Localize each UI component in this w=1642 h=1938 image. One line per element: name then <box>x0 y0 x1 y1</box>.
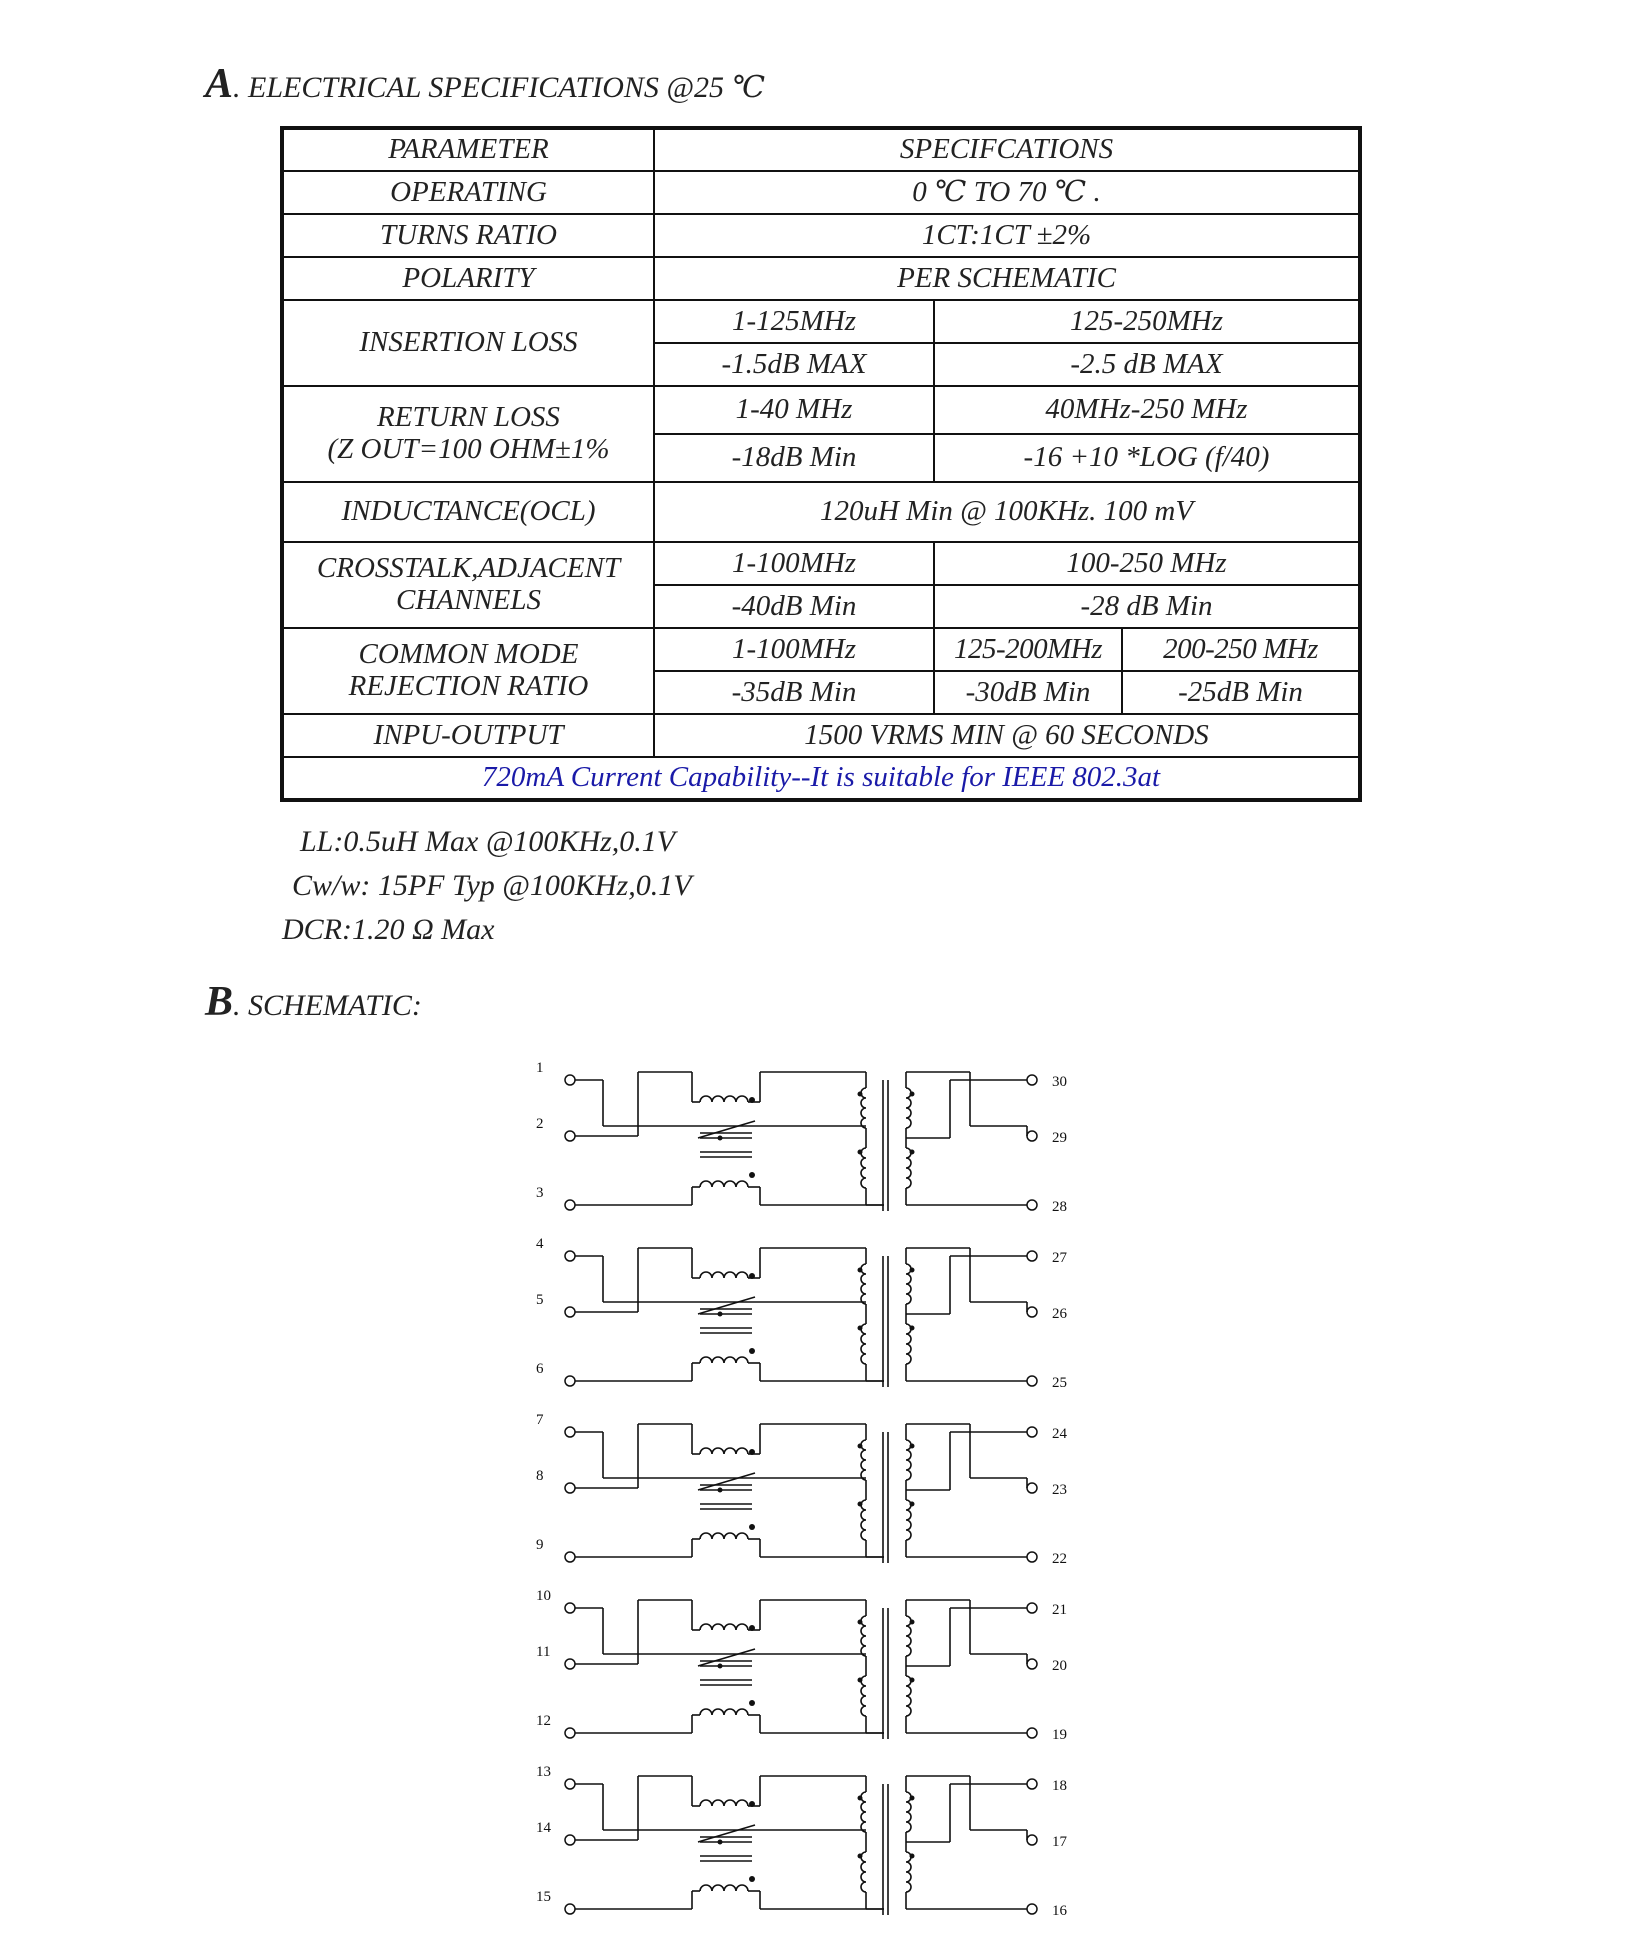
section-a-title: . ELECTRICAL SPECIFICATIONS @25 ℃ <box>233 71 766 104</box>
pin-label: 27 <box>1052 1250 1067 1266</box>
cmrr-label <box>282 628 654 714</box>
pin-terminal <box>565 1779 575 1789</box>
insertion-loss-freq-2: 125-250MHz <box>934 300 1360 343</box>
choke-core <box>698 1297 755 1314</box>
pin-terminal <box>1027 1603 1037 1613</box>
turns-ratio-value: 1CT:1CT ±2% <box>654 214 1360 257</box>
section-b-letter: B <box>205 979 234 1025</box>
pin-terminal <box>1027 1427 1037 1437</box>
crosstalk-label-line-2: CHANNELS <box>395 584 542 616</box>
inductance-label: INDUCTANCE(OCL) <box>282 482 654 542</box>
polarity-dot <box>718 1312 723 1317</box>
polarity-dot <box>718 1840 723 1845</box>
pin-label: 19 <box>1052 1727 1067 1743</box>
transformer-channel <box>536 1060 1067 1215</box>
polarity-dot <box>858 1796 863 1801</box>
winding-coil <box>700 1800 748 1806</box>
winding-coil <box>861 1324 866 1364</box>
pin-terminal <box>1027 1904 1037 1914</box>
polarity-dot <box>910 1150 915 1155</box>
polarity-dot <box>858 1678 863 1683</box>
polarity-dot <box>858 1854 863 1859</box>
winding-coil <box>700 1448 748 1454</box>
winding-coil <box>906 1852 911 1892</box>
turns-ratio-label: TURNS RATIO <box>282 214 654 257</box>
choke-core <box>698 1649 755 1666</box>
table-row <box>282 171 1360 214</box>
insertion-loss-value-1: -1.5dB MAX <box>654 343 934 386</box>
return-loss-freq-2: 40MHz-250 MHz <box>934 386 1360 434</box>
transformer-channel <box>536 1412 1068 1567</box>
winding-coil <box>700 1709 748 1715</box>
polarity-dot <box>749 1700 755 1706</box>
polarity-dot <box>718 1488 723 1493</box>
polarity-dot <box>910 1092 915 1097</box>
polarity-dot <box>749 1172 755 1178</box>
pin-terminal <box>565 1483 575 1493</box>
pin-label: 13 <box>536 1764 551 1780</box>
pin-label: 20 <box>1052 1658 1067 1674</box>
pin-terminal <box>565 1376 575 1386</box>
pin-label: 15 <box>536 1889 551 1905</box>
return-loss-label-line-2: (Z OUT=100 OHM±1% <box>327 433 610 465</box>
pin-terminal <box>565 1659 575 1669</box>
winding-coil <box>700 1885 748 1891</box>
pin-terminal <box>1027 1075 1037 1085</box>
section-a-heading <box>205 60 765 108</box>
leakage-inductance: LL:0.5uH Max @100KHz,0.1V <box>300 825 676 858</box>
crosstalk-value-1: -40dB Min <box>654 585 934 628</box>
cmrr-label-line-1: COMMON MODE <box>358 638 579 671</box>
polarity-dot <box>858 1150 863 1155</box>
pin-label: 12 <box>536 1713 551 1729</box>
winding-coil <box>906 1324 911 1364</box>
pin-label: 21 <box>1052 1602 1067 1618</box>
pin-terminal <box>1027 1200 1037 1210</box>
return-loss-label <box>282 386 654 482</box>
polarity-dot <box>749 1876 755 1882</box>
table-row <box>282 386 1360 434</box>
inductance-value: 120uH Min @ 100KHz. 100 mV <box>654 482 1360 542</box>
pin-terminal <box>1027 1307 1037 1317</box>
pin-terminal <box>1027 1552 1037 1562</box>
polarity-dot <box>910 1854 915 1859</box>
pin-label: 28 <box>1052 1199 1067 1215</box>
pin-terminal <box>565 1307 575 1317</box>
crosstalk-label <box>282 542 654 628</box>
polarity-dot <box>858 1620 863 1625</box>
schematic-diagram <box>520 1040 1080 1920</box>
transformer-channel <box>536 1236 1068 1391</box>
polarity-label: POLARITY <box>282 257 654 300</box>
insertion-loss-value-2: -2.5 dB MAX <box>934 343 1360 386</box>
operating-value: 0 ℃ TO 70 ℃ . <box>654 171 1360 214</box>
pin-terminal <box>565 1200 575 1210</box>
pin-terminal <box>1027 1251 1037 1261</box>
pin-terminal <box>565 1728 575 1738</box>
pin-terminal <box>1027 1483 1037 1493</box>
current-capability-note: 720mA Current Capability--It is suitable for IEEE 802.3at <box>282 757 1360 800</box>
cmrr-value-3: -25dB Min <box>1122 671 1360 714</box>
section-b-heading <box>205 978 422 1026</box>
pin-label: 16 <box>1052 1903 1067 1919</box>
table-row <box>282 257 1360 300</box>
section-b-title: . SCHEMATIC: <box>233 989 422 1022</box>
pin-label: 3 <box>536 1185 544 1201</box>
insertion-loss-freq-1: 1-125MHz <box>654 300 934 343</box>
polarity-dot <box>858 1326 863 1331</box>
pin-terminal <box>1027 1376 1037 1386</box>
pin-label: 8 <box>536 1468 544 1484</box>
pin-label: 30 <box>1052 1074 1067 1090</box>
cmrr-freq-3: 200-250 MHz <box>1122 628 1360 671</box>
extra-specs <box>282 820 692 952</box>
pin-label: 18 <box>1052 1778 1067 1794</box>
pin-terminal <box>565 1603 575 1613</box>
crosstalk-value-2: -28 dB Min <box>934 585 1360 628</box>
polarity-dot <box>749 1348 755 1354</box>
pin-terminal <box>565 1075 575 1085</box>
operating-label: OPERATING <box>282 171 654 214</box>
table-row <box>282 542 1360 585</box>
pin-label: 23 <box>1052 1482 1067 1498</box>
winding-coil <box>700 1624 748 1630</box>
dc-resistance: DCR:1.20 Ω Max <box>282 913 495 946</box>
polarity-value: PER SCHEMATIC <box>654 257 1360 300</box>
winding-coil <box>861 1852 866 1892</box>
pin-terminal <box>565 1131 575 1141</box>
table-row <box>282 482 1360 542</box>
polarity-dot <box>858 1444 863 1449</box>
pin-terminal <box>1027 1728 1037 1738</box>
crosstalk-label-line-1: CROSSTALK,ADJACENT <box>316 552 621 585</box>
pin-label: 9 <box>536 1537 544 1553</box>
winding-coil <box>700 1096 748 1102</box>
pin-label: 6 <box>536 1361 544 1377</box>
pin-label: 22 <box>1052 1551 1067 1567</box>
winding-coil <box>700 1181 748 1187</box>
pin-terminal <box>1027 1835 1037 1845</box>
crosstalk-freq-2: 100-250 MHz <box>934 542 1360 585</box>
polarity-dot <box>749 1524 755 1530</box>
pin-terminal <box>565 1427 575 1437</box>
polarity-dot <box>910 1268 915 1273</box>
polarity-dot <box>858 1092 863 1097</box>
choke-core <box>698 1825 755 1842</box>
polarity-dot <box>910 1678 915 1683</box>
polarity-dot <box>858 1502 863 1507</box>
pin-terminal <box>1027 1779 1037 1789</box>
cmrr-value-1: -35dB Min <box>654 671 934 714</box>
choke-core <box>698 1121 755 1138</box>
insertion-loss-label: INSERTION LOSS <box>282 300 654 386</box>
polarity-dot <box>910 1502 915 1507</box>
winding-coil <box>700 1357 748 1363</box>
pin-label: 5 <box>536 1292 544 1308</box>
winding-coil <box>700 1272 748 1278</box>
table-row <box>282 628 1360 671</box>
section-a-letter: A <box>205 61 234 107</box>
polarity-dot <box>718 1136 723 1141</box>
table-row <box>282 214 1360 257</box>
pin-label: 14 <box>536 1820 551 1836</box>
pin-label: 24 <box>1052 1426 1067 1442</box>
table-row <box>282 757 1360 800</box>
crosstalk-freq-1: 1-100MHz <box>654 542 934 585</box>
table-row <box>282 300 1360 343</box>
polarity-dot <box>910 1444 915 1449</box>
io-label: INPU-OUTPUT <box>282 714 654 757</box>
table-row <box>282 714 1360 757</box>
polarity-dot <box>718 1664 723 1669</box>
winding-coil <box>861 1676 866 1716</box>
pin-label: 4 <box>536 1236 544 1252</box>
pin-label: 7 <box>536 1412 544 1428</box>
pin-terminal <box>1027 1131 1037 1141</box>
interwinding-capacitance: Cw/w: 15PF Typ @100KHz,0.1V <box>292 869 692 902</box>
pin-terminal <box>565 1835 575 1845</box>
return-loss-value-1: -18dB Min <box>654 434 934 482</box>
pin-terminal <box>565 1251 575 1261</box>
cmrr-freq-2: 125-200MHz <box>934 628 1122 671</box>
cmrr-freq-1: 1-100MHz <box>654 628 934 671</box>
header-specifications: SPECIFCATIONS <box>654 128 1360 171</box>
pin-label: 25 <box>1052 1375 1067 1391</box>
table-row <box>282 128 1360 171</box>
pin-label: 11 <box>536 1644 551 1660</box>
winding-coil <box>861 1500 866 1540</box>
pin-label: 10 <box>536 1588 551 1604</box>
pin-label: 2 <box>536 1116 544 1132</box>
electrical-spec-table <box>280 126 1362 802</box>
polarity-dot <box>910 1326 915 1331</box>
cmrr-value-2: -30dB Min <box>934 671 1122 714</box>
pin-terminal <box>565 1904 575 1914</box>
pin-label: 29 <box>1052 1130 1067 1146</box>
winding-coil <box>700 1533 748 1539</box>
winding-coil <box>861 1148 866 1188</box>
polarity-dot <box>910 1796 915 1801</box>
winding-coil <box>906 1676 911 1716</box>
pin-label: 26 <box>1052 1306 1067 1322</box>
return-loss-label-line-1: RETURN LOSS <box>377 401 560 434</box>
io-value: 1500 VRMS MIN @ 60 SECONDS <box>654 714 1360 757</box>
header-parameter: PARAMETER <box>282 128 654 171</box>
return-loss-value-2: -16 +10 *LOG (f/40) <box>934 434 1360 482</box>
return-loss-freq-1: 1-40 MHz <box>654 386 934 434</box>
pin-label: 1 <box>536 1060 544 1076</box>
polarity-dot <box>910 1620 915 1625</box>
winding-coil <box>906 1148 911 1188</box>
cmrr-label-line-2: REJECTION RATIO <box>348 670 589 702</box>
pin-label: 17 <box>1052 1834 1067 1850</box>
transformer-channel <box>536 1764 1068 1919</box>
choke-core <box>698 1473 755 1490</box>
pin-terminal <box>565 1552 575 1562</box>
winding-coil <box>906 1500 911 1540</box>
pin-terminal <box>1027 1659 1037 1669</box>
polarity-dot <box>858 1268 863 1273</box>
transformer-channel <box>536 1588 1067 1743</box>
